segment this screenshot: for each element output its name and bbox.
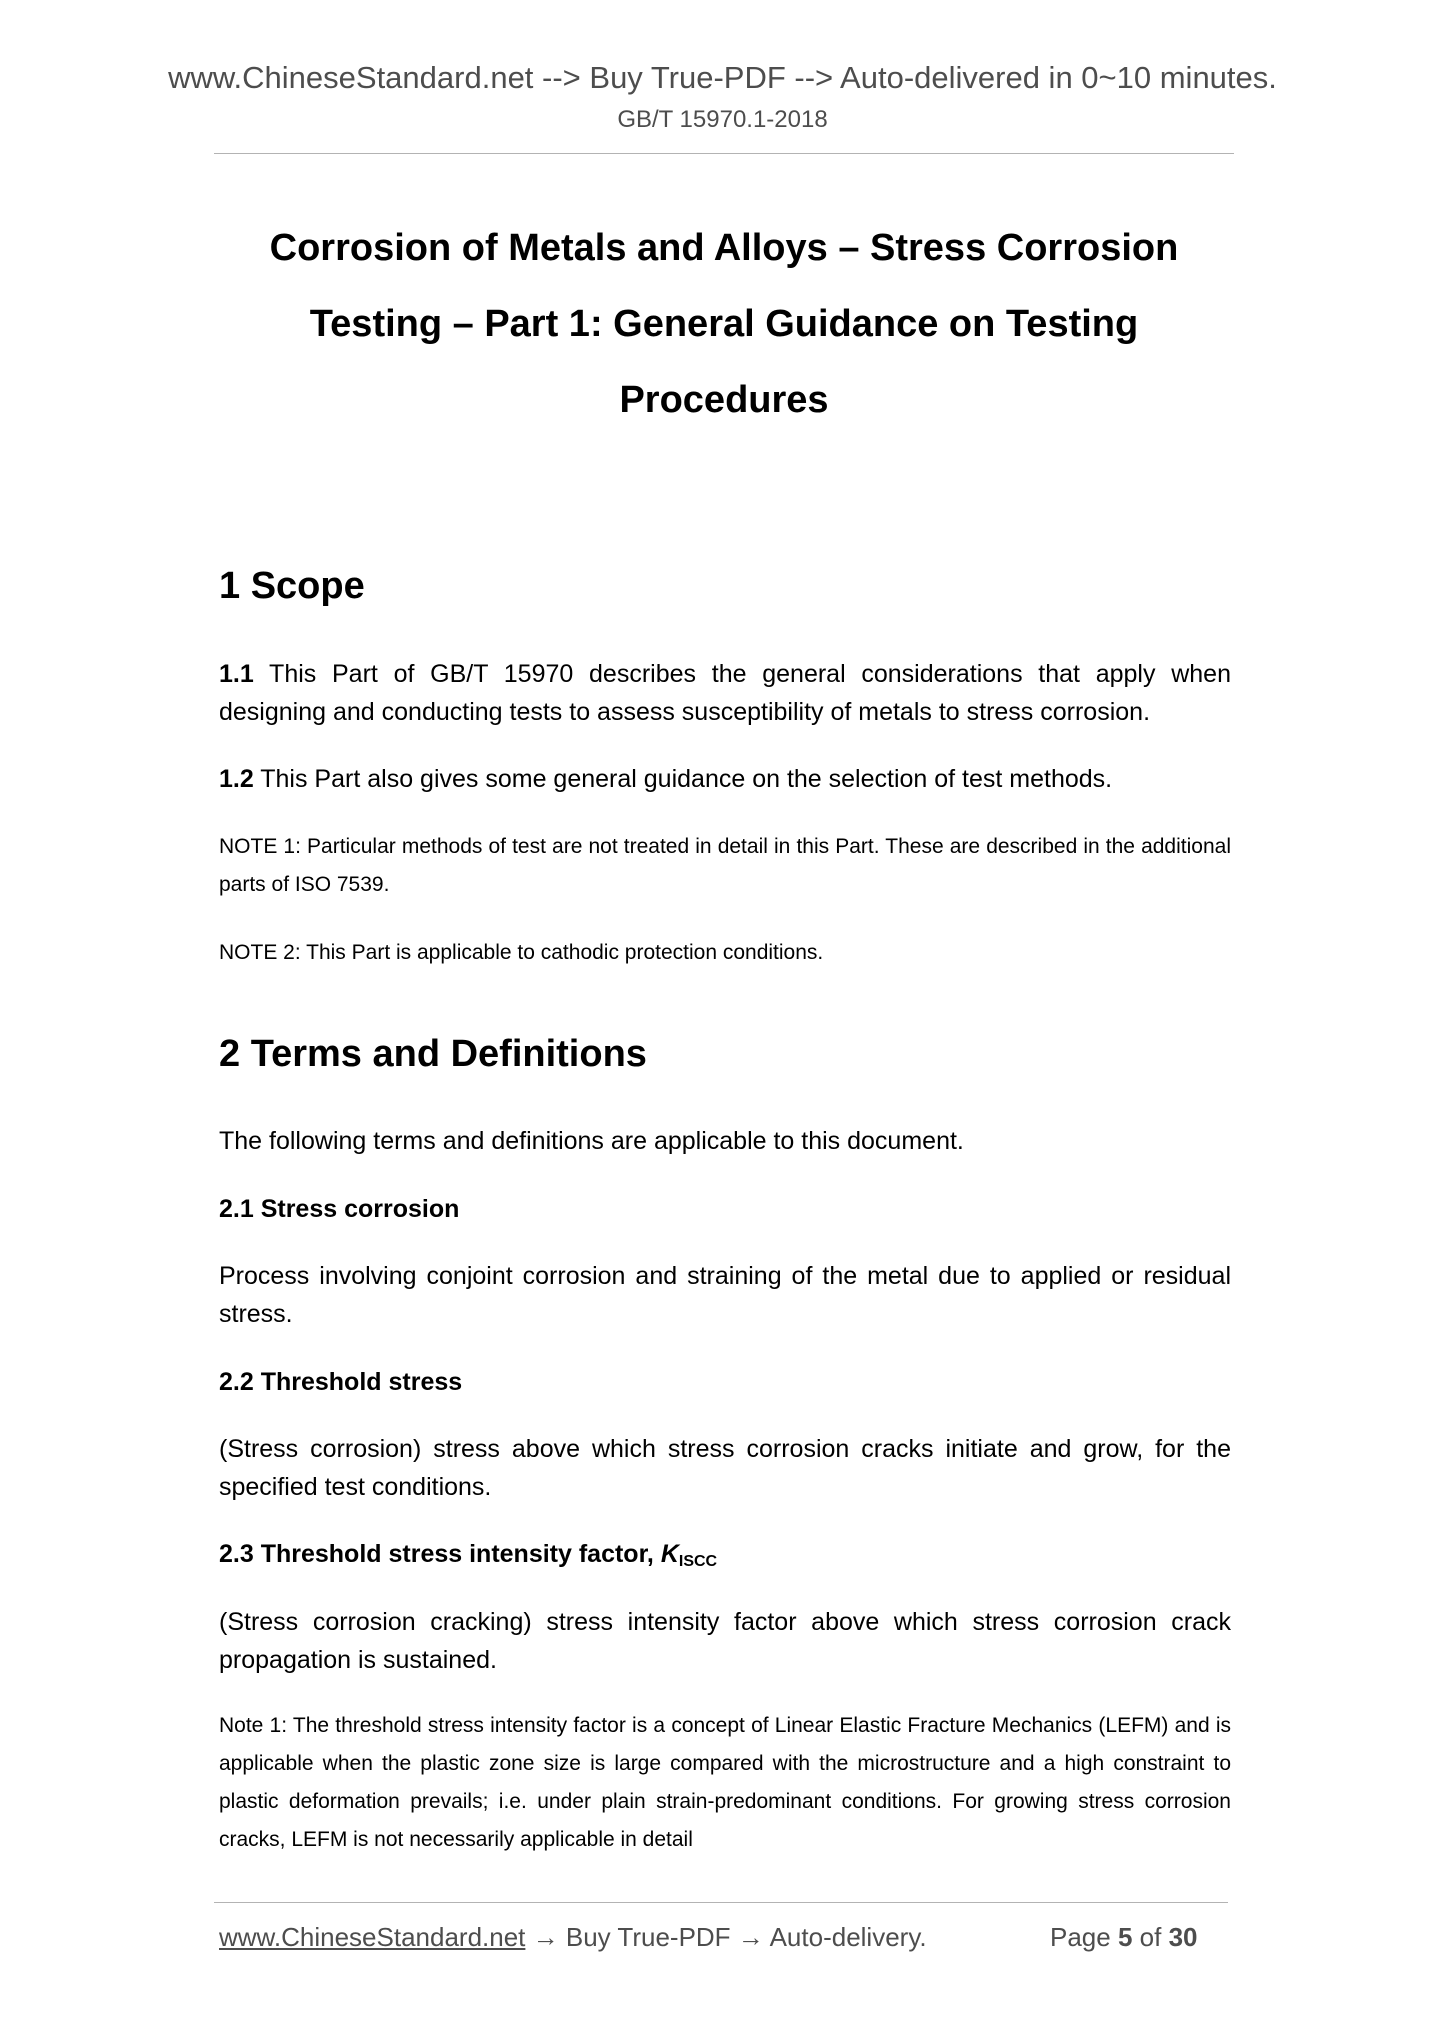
kiscc-subscript: ISCC: [678, 1553, 718, 1570]
of-label: of: [1132, 1922, 1169, 1952]
term-2-3-heading-text: 2.3 Threshold stress intensity factor,: [219, 1540, 661, 1568]
term-2-2-heading: 2.2 Threshold stress: [219, 1368, 463, 1396]
term-2-2-definition: (Stress corrosion) stress above which stress corrosion cracks initiate and grow, for the specified test conditions.: [219, 1435, 1231, 1501]
page-number: 5: [1117, 1922, 1133, 1952]
header-promo-line: www.ChineseStandard.net --> Buy True-PDF --> Auto-delivered in 0~10 minutes.: [168, 60, 1277, 95]
title-line-3: Procedures: [619, 379, 829, 421]
clause-1-2-text: This Part also gives some general guidance on the selection of test methods.: [253, 765, 1113, 793]
footer-divider: [214, 1902, 1228, 1903]
footer-links: [219, 1920, 927, 1954]
site-link[interactable]: www.ChineseStandard.net: [219, 1922, 526, 1952]
document-title: [214, 210, 1234, 438]
arrow-icon: →: [730, 1922, 770, 1952]
note-1: NOTE 1: Particular methods of test are not treated in detail in this Part. These are described in the additional parts of ISO 7539.: [219, 835, 1231, 896]
arrow-icon: →: [525, 1922, 566, 1952]
title-line-1: Corrosion of Metals and Alloys – Stress Corrosion: [269, 227, 1179, 269]
header-divider: [214, 153, 1234, 154]
title-line-2: Testing – Part 1: General Guidance on Testing: [309, 303, 1139, 345]
page-indicator: [1050, 1920, 1197, 1954]
page-total: 30: [1168, 1922, 1198, 1952]
section-1-heading: 1 Scope: [219, 565, 365, 607]
section-2-heading: 2 Terms and Definitions: [219, 1033, 647, 1075]
note-2: NOTE 2: This Part is applicable to cathodic protection conditions.: [219, 941, 824, 964]
buy-pdf-text: Buy True-PDF: [565, 1922, 731, 1952]
clause-1-1-text: This Part of GB/T 15970 describes the general considerations that apply when designing and conducting tests to assess susceptibility of metals to stress corrosion.: [219, 660, 1231, 726]
term-2-1-heading: 2.1 Stress corrosion: [219, 1195, 460, 1223]
clause-1-2: [219, 760, 1231, 798]
clause-1-1-number: 1.1: [219, 660, 254, 688]
clause-1-1: [219, 655, 1231, 731]
term-2-3-heading: [219, 1535, 717, 1581]
kiscc-symbol: K: [660, 1540, 679, 1568]
page-label: Page: [1050, 1922, 1118, 1952]
section-2-intro: The following terms and definitions are applicable to this document.: [219, 1127, 964, 1155]
term-2-3-note: Note 1: The threshold stress intensity factor is a concept of Linear Elastic Fracture Mechanics (LEFM) and is applicable when the plastic zone size is large compared with the microstructure and a high constraint to plastic deformation prevails; i.e. under plain strain-predominant conditions. For growing stress corrosion cracks, LEFM is not necessarily applicable in detail: [219, 1714, 1231, 1851]
term-2-3-definition: (Stress corrosion cracking) stress intensity factor above which stress corrosion crack propagation is sustained.: [219, 1608, 1231, 1674]
auto-delivery-text: Auto-delivery.: [769, 1922, 927, 1952]
term-2-1-definition: Process involving conjoint corrosion and straining of the metal due to applied or residual stress.: [219, 1262, 1231, 1328]
standard-code: GB/T 15970.1-2018: [617, 106, 828, 133]
clause-1-2-number: 1.2: [219, 765, 254, 793]
